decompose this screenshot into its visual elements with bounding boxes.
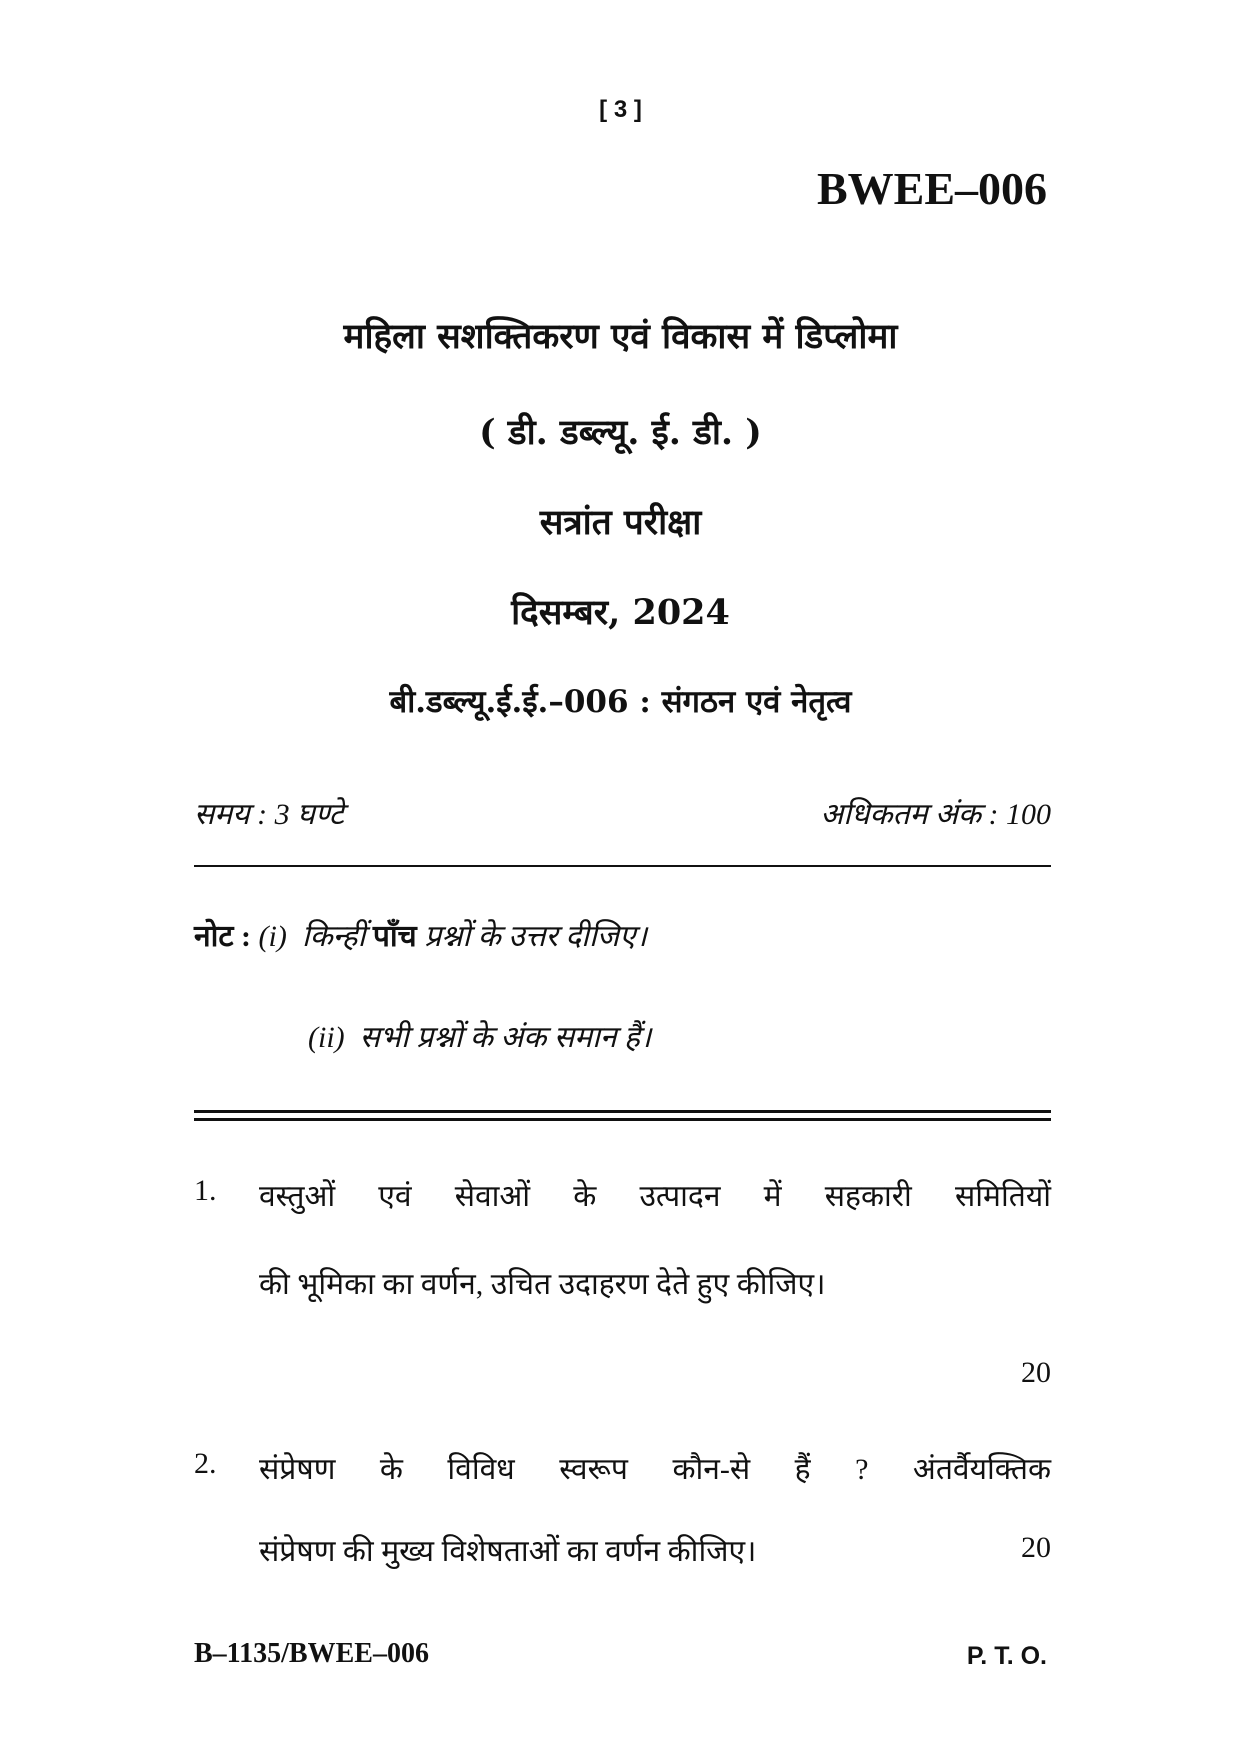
question-number: 2. (194, 1447, 217, 1480)
question-1 (194, 1174, 1051, 1434)
maximum-marks: अधिकतम अंक : 100 (820, 798, 1051, 831)
paper-code: BWEE–006 (816, 163, 1047, 214)
double-divider-bottom (194, 1118, 1051, 1121)
double-divider-top (194, 1110, 1051, 1113)
question-text: संप्रेषण की मुख्य विशेषताओं का वर्णन कीजिए। (259, 1535, 757, 1568)
note-emphasis: पाँच (372, 920, 417, 953)
question-2 (194, 1447, 1051, 1587)
page-number: [ 3 ] (599, 96, 642, 123)
question-text: संप्रेषण के विविध स्वरूप कौन-से हैं ? अंतर्वैयक्तिक (259, 1453, 1051, 1486)
question-number: 1. (194, 1174, 217, 1207)
note-label: नोट : (194, 920, 252, 953)
question-marks: 20 (1021, 1356, 1051, 1389)
question-text: की भूमिका का वर्णन, उचित उदाहरण देते हुए कीजिए। (259, 1268, 826, 1301)
note-number: (ii) (308, 1021, 345, 1054)
course-title: बी.डब्ल्यू.ई.ई.–006 : संगठन एवं नेतृत्व (389, 684, 852, 720)
note-text: सभी प्रश्नों के अंक समान हैं। (359, 1021, 652, 1054)
footer-pto: P. T. O. (966, 1642, 1047, 1670)
note-number: (i) (258, 920, 287, 953)
note-text: किन्हीं (301, 920, 366, 953)
question-marks: 20 (1021, 1531, 1051, 1564)
note-text: प्रश्नों के उत्तर दीजिए। (424, 920, 647, 953)
note-item-1 (194, 914, 647, 955)
exam-session: दिसम्बर, 2024 (511, 592, 730, 633)
programme-abbreviation: ( डी. डब्ल्यू. ई. डी. ) (479, 412, 762, 453)
note-item-2 (308, 1015, 651, 1056)
time-allowed: समय : 3 घण्टे (194, 798, 344, 831)
question-text: वस्तुओं एवं सेवाओं के उत्पादन में सहकारी समितियों (259, 1180, 1051, 1213)
exam-title: सत्रांत परीक्षा (539, 502, 702, 543)
programme-title: महिला सशक्तिकरण एवं विकास में डिप्लोमा (343, 316, 898, 357)
footer-code: B–1135/BWEE–006 (194, 1638, 429, 1669)
divider (194, 865, 1051, 867)
